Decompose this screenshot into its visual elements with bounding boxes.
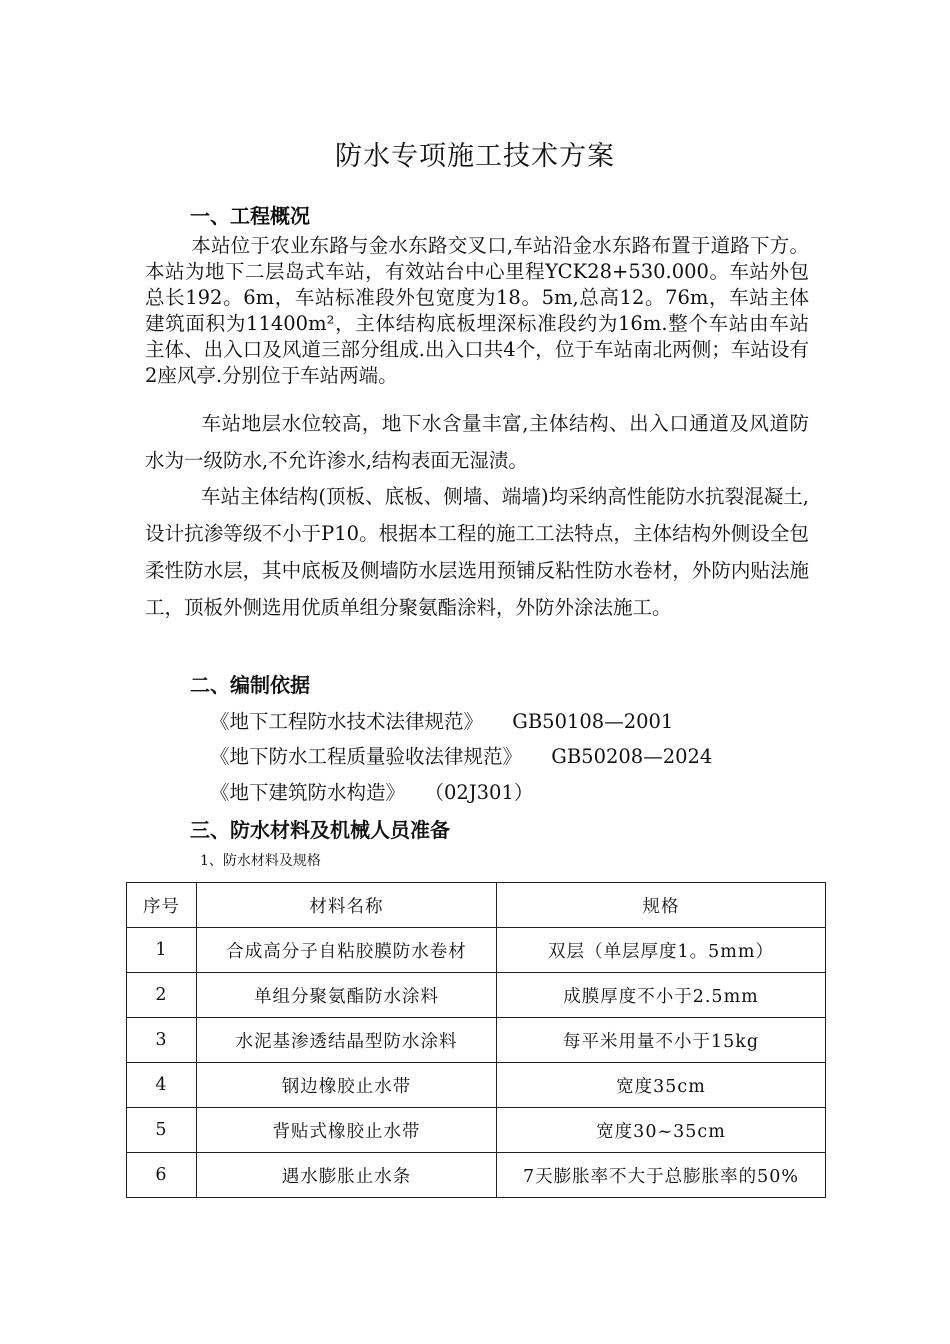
table-cell: 1 (127, 928, 197, 973)
table-cell: 遇水膨胀止水条 (197, 1153, 497, 1198)
table-cell: 合成高分子自粘胶膜防水卷材 (197, 928, 497, 973)
table-cell: 水泥基渗透结晶型防水涂料 (197, 1018, 497, 1063)
materials-table (126, 882, 826, 1198)
table-cell: 每平米用量不小于15kg (497, 1018, 826, 1063)
section-heading-overview: 一、工程概况 (190, 204, 310, 228)
table-cell: 宽度35cm (497, 1063, 826, 1108)
overview-paragraph-2 (145, 405, 809, 479)
table-header-row (127, 883, 826, 928)
reference-item: 《地下工程防水技术法律规范》 GB50108—2001 (210, 710, 674, 733)
overview-paragraph-1 (145, 233, 809, 389)
section-heading-materials: 三、防水材料及机械人员准备 (190, 818, 450, 842)
table-cell: 双层（单层厚度1。5mm） (497, 928, 826, 973)
table-row (127, 1063, 826, 1108)
table-cell: 4 (127, 1063, 197, 1108)
table-cell: 6 (127, 1153, 197, 1198)
table-row (127, 928, 826, 973)
table-cell: 背贴式橡胶止水带 (197, 1108, 497, 1153)
section-heading-basis: 二、编制依据 (190, 673, 310, 697)
materials-subheading: 1、防水材料及规格 (200, 853, 321, 869)
table-cell: 2 (127, 973, 197, 1018)
overview-paragraph-1-text: 本站位于农业东路与金水东路交叉口,车站沿金水东路布置于道路下方。本站为地下二层岛式车站，有效站台中心里程YCK28+530.000。车站外包总长192。6m，车站标准段外包宽度为18。5m,总高12。76m，车站主体建筑面积为11400m²，主体结构底板埋深标准段约为16m.整个车站由车站主体、出入口及风道三部分组成.出入口共4个，位于车站南北两侧；车站设有2座风亭.分别位于车站两端。 (145, 234, 809, 387)
table-cell: 5 (127, 1108, 197, 1153)
table-cell: 钢边橡胶止水带 (197, 1063, 497, 1108)
overview-paragraph-3 (145, 478, 809, 626)
column-header: 序号 (127, 883, 197, 928)
table-cell: 3 (127, 1018, 197, 1063)
table-cell: 成膜厚度不小于2.5mm (497, 973, 826, 1018)
table-cell: 宽度30~35cm (497, 1108, 826, 1153)
column-header: 材料名称 (197, 883, 497, 928)
document-title: 防水专项施工技术方案 (335, 141, 615, 172)
overview-paragraph-2-text: 车站地层水位较高，地下水含量丰富,主体结构、出入口通道及风道防水为一级防水,不允许渗水,结构表面无湿渍。 (145, 412, 809, 472)
table-cell: 单组分聚氨酯防水涂料 (197, 973, 497, 1018)
table-row (127, 1153, 826, 1198)
reference-item: 《地下建筑防水构造》 （02J301） (210, 781, 534, 804)
reference-item: 《地下防水工程质量验收法律规范》 GB50208—2024 (210, 745, 713, 768)
column-header: 规格 (497, 883, 826, 928)
overview-paragraph-3-text: 车站主体结构(顶板、底板、侧墙、端墙)均采纳高性能防水抗裂混凝土,设计抗渗等级不小于P10。根据本工程的施工工法特点，主体结构外侧设全包柔性防水层，其中底板及侧墙防水层选用预铺反粘性防水卷材，外防内贴法施工，顶板外侧选用优质单组分聚氨酯涂料，外防外涂法施工。 (145, 485, 809, 619)
table-cell: 7天膨胀率不大于总膨胀率的50% (497, 1153, 826, 1198)
table-row (127, 973, 826, 1018)
table-row (127, 1108, 826, 1153)
table-row (127, 1018, 826, 1063)
